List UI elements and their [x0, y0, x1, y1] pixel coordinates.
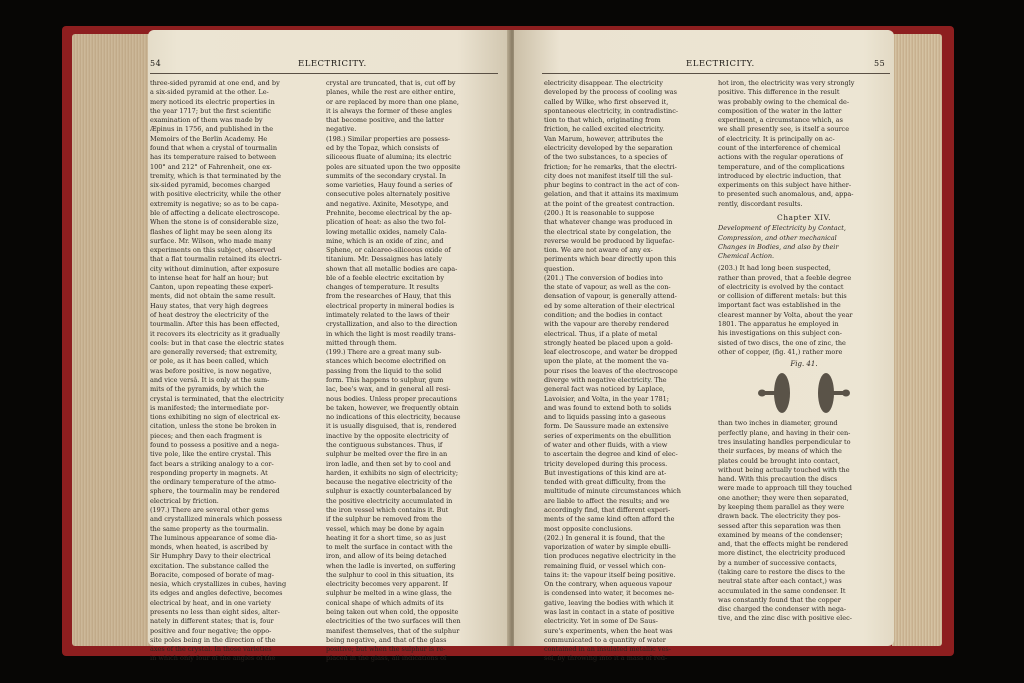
text-line: Van Marum, however, attributes the: [544, 134, 664, 143]
text-line: is condensed into water, it becomes ne-: [544, 589, 675, 598]
text-line: electricity developed by the separation: [544, 143, 673, 152]
text-line: is manifested; the intermediate por-: [150, 403, 269, 412]
text-line: the positive electricity accumulated in: [326, 496, 453, 505]
text-line: Sir Humphry Davy to their electrical: [150, 552, 271, 561]
text-line: disc charged the condenser with nega-: [718, 605, 847, 614]
text-line: found that when a crystal of tourmalin: [150, 143, 278, 152]
right-column-2-top-text: [718, 79, 890, 209]
text-line: titanium. Mr. Dessaignes has lately: [326, 255, 443, 264]
text-line: vaporization of water by simple ebulli-: [544, 543, 671, 552]
text-line: hand. With this precaution the discs: [718, 475, 838, 484]
text-line: plates could be brought into contact,: [718, 456, 840, 465]
copper-disc-handle: [830, 391, 844, 395]
text-line: condition; and the bodies in contact: [544, 311, 663, 320]
zinc-disc-handle: [764, 391, 778, 395]
text-line: flashes of light may be seen along its: [150, 227, 272, 236]
text-line: heating it for a short time, so as just: [326, 533, 446, 542]
chapter-subtitle: [718, 224, 890, 261]
text-line: placed in the glass, all indications of: [326, 654, 447, 663]
text-line: excitation. The substance called the: [150, 561, 269, 570]
text-line: crystallization, and also to the direction: [326, 320, 458, 329]
text-line: mitted through them.: [326, 338, 397, 347]
text-line: most opposite conclusions.: [544, 524, 633, 533]
text-line: Chemical Action.: [718, 252, 775, 261]
text-line: when the ladle is inverted, on suffering: [326, 561, 456, 570]
text-line: that whatever change was produced in: [544, 218, 673, 227]
text-line: and negative. Axinite, Mesotype, and: [326, 199, 449, 208]
text-line: crystal are truncated, that is, cut off by: [326, 79, 456, 87]
text-line: because the negative electricity of the: [326, 478, 453, 487]
text-line: gative, leaving the bodies with which it: [544, 598, 674, 607]
text-line: lowing metallic oxides, namely Cala-: [326, 227, 447, 236]
text-line: sulphur be melted in a wine glass, the: [326, 589, 452, 598]
text-line: other of copper, (fig. 41,) rather more: [718, 347, 843, 356]
text-line: tion produces negative electricity in the: [544, 552, 676, 561]
text-line: nately in different states; that is, four: [150, 617, 274, 626]
text-line: of electricity is evolved by the contact: [718, 282, 844, 291]
text-line: sessed after this separation was then: [718, 521, 841, 530]
text-line: diverge with negative electricity. The: [544, 376, 667, 384]
text-line: from the researches of Hauy, that this: [326, 292, 452, 301]
text-line: of heat destroy the electricity of the: [150, 311, 269, 320]
right-page-number: 55: [874, 59, 886, 68]
chapter-heading: Chapter XIV.: [776, 212, 832, 222]
text-line: gelation, and that it attains its maximum: [544, 190, 679, 199]
text-line: harden, it exhibits no sign of electricity;: [326, 468, 459, 477]
text-line: Development of Electricity by Contact,: [718, 224, 846, 233]
text-line: Sphene, or calcareo-siliceous oxide of: [326, 246, 451, 255]
text-line: of electricity. It is principally on ac-: [718, 134, 835, 143]
text-line: was last in contact in a state of positive: [544, 608, 675, 617]
text-line: ed by the Topaz, which consists of: [326, 143, 439, 152]
text-line: examined by means of the condenser;: [718, 530, 843, 539]
text-line: 1801. The apparatus he employed in: [718, 320, 839, 329]
text-line: with positive electricity, while the other: [150, 190, 281, 199]
text-line: the iron vessel which contains it. But: [326, 505, 449, 514]
text-line: responding property in magnets. At: [150, 468, 268, 477]
text-line: and crystallized minerals which possess: [150, 515, 282, 524]
text-line: positive and four negative; the oppo-: [150, 626, 272, 635]
text-line: ble of a feeble electric excitation by: [326, 273, 445, 282]
text-line: are generally reversed; that extremity,: [150, 348, 278, 357]
text-line: tions exhibiting no sign of electrical ex-: [150, 413, 281, 422]
zinc-disc-knob: [758, 390, 766, 397]
text-line: at the point of the greatest contraction.: [544, 199, 675, 208]
text-line: found to possess a positive and a nega-: [150, 440, 280, 449]
text-line: to presented such anomalous, and, appa-: [718, 190, 854, 199]
text-line: Hauy states, that very high degrees: [150, 301, 268, 310]
text-line: question.: [544, 264, 575, 273]
text-line: friction; for he remarks, that the electri-: [544, 162, 677, 171]
text-line: three-sided pyramid at one end, and by: [150, 79, 280, 87]
text-line: accordingly find, that different experi-: [544, 505, 671, 514]
text-line: electrical by friction.: [150, 496, 219, 505]
text-line: or collision of different metals: but this: [718, 292, 847, 301]
text-line: lac, bee's wax, and in general all resi-: [326, 385, 451, 394]
text-line: ed by some alteration of their electrical: [544, 301, 675, 310]
text-line: passing from the liquid to the solid: [326, 366, 442, 375]
copper-disc-knob: [842, 390, 850, 397]
text-line: poles are situated upon the two opposite: [326, 162, 461, 171]
text-line: communicated to a quantity of water: [544, 635, 666, 644]
text-line: developed by the process of cooling was: [544, 88, 677, 97]
text-line: sulphur is exactly counterbalanced by: [326, 487, 452, 496]
text-line: sulphur be melted over the fire in an: [326, 450, 448, 459]
text-line: six-sided pyramid, becomes charged: [150, 181, 271, 190]
text-line: in which the light is most readily trans-: [326, 329, 456, 338]
text-line: pieces; and then each fragment is: [150, 431, 262, 440]
text-line: that become positive, and the latter: [326, 116, 444, 125]
text-line: spontaneous electricity, in contradistinc-: [544, 106, 679, 115]
text-line: Æpinus in 1756, and published in the: [150, 125, 274, 134]
text-line: that a flat tourmalin retained its electri-: [150, 255, 282, 264]
text-line: tourmalin. After this has been effected,: [150, 320, 280, 329]
text-line: and, that the effects might be rendered: [718, 540, 848, 549]
text-line: it is usually disguised, that is, rendered: [326, 422, 457, 431]
text-line: nesia, which crystallizes in cubes, having: [150, 580, 287, 589]
text-line: the contiguous substances. Thus, if: [326, 440, 443, 449]
text-line: composition of the water in the latter: [718, 106, 842, 115]
text-line: electricities of the two surfaces will then: [326, 617, 461, 626]
text-line: being negative, and that of the glass: [326, 635, 447, 644]
text-line: to melt the surface in contact with the: [326, 543, 453, 552]
text-line: if the sulphur be removed from the: [326, 515, 442, 524]
text-line: (201.) The conversion of bodies into: [544, 273, 663, 282]
text-line: and vice versâ. It is only at the sum-: [150, 376, 270, 384]
text-line: neutral state after each contact,) was: [718, 577, 842, 586]
text-line: When the stone is of considerable size,: [150, 218, 279, 227]
text-line: are liable to affect the results; and we: [544, 496, 670, 505]
text-line: surface. Mr. Wilson, who made many: [150, 236, 272, 245]
text-line: ble of affecting a delicate electroscope.: [150, 208, 280, 217]
figure-41-zinc-copper-discs: [744, 369, 864, 417]
text-line: a six-sided pyramid at the other. Le-: [150, 88, 269, 97]
text-line: electricity disappear. The electricity: [544, 79, 663, 87]
text-line: it is always the former of these angles: [326, 106, 452, 115]
text-line: called by Wilke, who first observed it,: [544, 97, 669, 106]
text-line: count of the interference of chemical: [718, 143, 841, 152]
text-line: city does not manifest itself till the sul-: [544, 171, 673, 180]
text-line: tricity developed during this process.: [544, 459, 668, 468]
text-line: series of experiments on the ebullition: [544, 431, 672, 440]
text-line: tive pole, like the entire crystal. This: [150, 450, 272, 459]
text-line: electrical property in mineral bodies is: [326, 301, 455, 310]
text-line: the sulphur to cool in this situation, its: [326, 570, 454, 579]
text-line: actions with the regular operations of: [718, 153, 843, 162]
right-running-title: ELECTRICITY.: [686, 59, 755, 69]
right-header-rule: [542, 73, 890, 74]
text-line: of the two substances, to a species of: [544, 153, 668, 162]
text-line: the state of vapour, as well as the con-: [544, 283, 671, 292]
text-line: clearest manner by Volta, about the year: [718, 310, 853, 319]
text-line: without being actually touched with the: [718, 465, 850, 474]
page-edges-right: [892, 34, 942, 646]
text-line: accumulated in the same condenser. It: [718, 586, 846, 595]
text-line: the year 1717; but the first scientific: [150, 106, 272, 115]
text-line: electrical. Thus, if a plate of metal: [544, 329, 658, 338]
text-line: friction, he called excited electricity.: [544, 125, 665, 134]
text-line: we shall presently see, is itself a source: [718, 125, 850, 134]
text-line: presents no less than eight sides, alter-: [150, 608, 280, 617]
text-line: Prehnite, become electrical by the ap-: [326, 208, 452, 217]
page-edges-left: [72, 34, 152, 646]
right-page: [514, 30, 894, 663]
text-line: plication of heat: as also the two fol-: [326, 218, 446, 227]
text-line: than two inches in diameter, ground: [718, 419, 838, 428]
text-line: experiment, a circumstance which, as: [718, 116, 843, 125]
text-line: some varieties, Hauy found a series of: [326, 181, 453, 190]
text-line: electricity. Yet in some of De Saus-: [544, 617, 658, 626]
text-line: form. De Saussure made an extensive: [544, 422, 669, 431]
text-line: tion to that which, originating from: [544, 116, 661, 125]
text-line: experiments on this subject have hither-: [718, 181, 852, 190]
text-line: leaf electroscope, and water be dropped: [544, 348, 678, 357]
text-line: sure's experiments, when the heat was: [544, 626, 673, 635]
text-line: Compression, and other mechanical: [718, 233, 837, 242]
text-line: (197.) There are several other gems: [150, 505, 269, 514]
text-line: by a number of successive contacts,: [718, 558, 837, 567]
text-line: city without diminution, after exposure: [150, 264, 280, 273]
text-line: tive, and the zinc disc with positive elec-: [718, 614, 852, 623]
text-line: siliceous fluate of alumina; its electric: [326, 153, 452, 162]
text-line: (taking care to restore the discs to the: [718, 567, 845, 576]
text-line: conical shape of which admits of its: [326, 598, 444, 607]
text-line: citation, unless the stone be broken in: [150, 422, 277, 431]
text-line: his investigations on this subject con-: [718, 329, 842, 338]
text-line: it recovers its electricity as it gradually: [150, 329, 280, 338]
right-column-2: [718, 79, 890, 645]
text-line: being taken out when cold, the opposite: [326, 608, 459, 617]
text-line: positive; but when the sulphur is re-: [326, 645, 446, 654]
text-line: sel, by throwing into it a mass of red-: [544, 654, 668, 663]
text-line: rently, discordant results.: [718, 199, 803, 208]
text-line: (200.) It is reasonable to suppose: [544, 208, 655, 217]
text-line: vessel, which may be done by again: [326, 524, 445, 533]
text-line: tremity, which is that terminated by the: [150, 171, 282, 180]
text-line: tres insulating handles perpendicular to: [718, 438, 851, 446]
text-line: monds, when heated, is ascribed by: [150, 543, 268, 552]
text-line: nous bodies. Unless proper precautions: [326, 394, 457, 403]
text-line: perfectly plane, and having in their cen-: [718, 428, 851, 437]
text-line: and was found to extend both to solids: [544, 403, 672, 412]
text-line: The luminous appearance of some dia-: [150, 533, 278, 542]
left-page-number: 54: [150, 59, 162, 68]
text-line: contained in an insulated metallic ves-: [544, 645, 671, 654]
text-line: axes of the crystal. In those varieties: [150, 645, 272, 654]
text-line: temperature, and of the complications: [718, 162, 845, 171]
text-line: more distinct, the electricity produced: [718, 549, 846, 558]
figure-label: Fig. 41.: [790, 360, 818, 369]
text-line: by keeping them parallel as they were: [718, 502, 845, 511]
text-line: experiments on this subject, observed: [150, 246, 276, 255]
text-line: and to liquids passing into a gaseous: [544, 413, 666, 422]
text-line: Lavoisier, and Volta, in the year 1781;: [544, 394, 669, 403]
text-line: its edges and angles defective, becomes: [150, 589, 283, 598]
text-line: mery noticed its electric properties in: [150, 97, 275, 106]
text-line: sisted of two discs, the one of zinc, the: [718, 338, 846, 347]
text-line: densation of vapour, is generally attend-: [544, 292, 677, 301]
left-page: [148, 30, 512, 663]
text-line: manifest themselves, that of the sulphur: [326, 626, 460, 635]
text-line: planes, while the rest are either entire,: [326, 88, 456, 97]
text-line: tains it: the vapour itself being positive.: [544, 570, 676, 579]
text-line: Changes in Bodies, and also by their: [718, 242, 839, 251]
text-line: remaining fluid, or vessel which con-: [544, 561, 666, 570]
text-line: periments which bear directly upon this: [544, 255, 677, 264]
text-line: to intense heat for half an hour; but: [150, 273, 269, 282]
text-line: was before positive, is now negative,: [150, 366, 272, 375]
text-line: were made to approach till they touched: [718, 484, 852, 493]
text-line: fact bears a striking analogy to a cor-: [150, 459, 274, 468]
text-line: tion. We are not aware of any ex-: [544, 246, 653, 255]
text-line: drawn back. The electricity they pos-: [718, 512, 841, 521]
text-line: or pole, as it has been called, which: [150, 357, 269, 366]
text-line: sphere, the tourmalin may be rendered: [150, 487, 280, 496]
text-line: inactive by the opposite electricity of: [326, 431, 449, 440]
text-line: upon the plate, at the moment the va-: [544, 357, 669, 366]
text-line: negative.: [326, 125, 357, 134]
text-line: form. This happens to sulphur, gum: [326, 376, 444, 384]
text-line: reverse would be produced by liquefac-: [544, 236, 675, 245]
text-line: no indications of this electricity, because: [326, 413, 461, 422]
text-line: mine, which is an oxide of zinc, and: [326, 236, 444, 245]
text-line: ments of the same kind often afford the: [544, 515, 675, 524]
text-line: cools: but in that case the electric states: [150, 338, 284, 347]
text-line: of water and other fluids, with a view: [544, 440, 668, 449]
text-line: has its temperature raised to between: [150, 153, 277, 162]
text-line: the electrical state by congelation, the: [544, 227, 672, 236]
text-line: (199.) There are a great many sub-: [326, 348, 442, 357]
right-column-2-middle-text: [718, 264, 890, 357]
text-line: stances which become electrified on: [326, 357, 446, 366]
text-line: shown that all metallic bodies are capa-: [326, 264, 458, 273]
text-line: be taken, however, we frequently obtain: [326, 403, 459, 412]
text-line: 100° and 212° of Fahrenheit, one ex-: [150, 162, 272, 171]
text-line: consecutive poles alternately positive: [326, 190, 450, 199]
text-line: But investigations of this kind are at-: [544, 468, 667, 477]
text-line: Canton, upon repeating these experi-: [150, 283, 274, 292]
text-line: (203.) It had long been suspected,: [718, 264, 831, 273]
text-line: their surfaces, by means of which the: [718, 447, 842, 456]
text-line: strongly heated be placed upon a gold-: [544, 338, 673, 347]
text-line: iron, and allow of its being detached: [326, 552, 447, 561]
text-line: tended with great difficulty, from the: [544, 478, 666, 487]
text-line: electrical by heat, and in one variety: [150, 598, 271, 607]
text-line: the ordinary temperature of the atmo-: [150, 478, 277, 487]
text-line: iron ladle, and then set by to cool and: [326, 459, 451, 468]
text-line: crystal is terminated, that the electricity: [150, 394, 284, 403]
text-line: one another; they were then separated,: [718, 493, 849, 502]
open-book: [62, 26, 954, 663]
text-line: (198.) Similar properties are possess-: [326, 134, 451, 143]
text-line: On the contrary, when aqueous vapour: [544, 580, 673, 589]
text-line: with the vapour are thereby rendered: [544, 320, 669, 329]
text-line: was constantly found that the copper: [718, 595, 841, 604]
text-line: Boracite, composed of borate of mag-: [150, 570, 274, 579]
text-line: hot iron, the electricity was very strongly: [718, 79, 855, 87]
text-line: important fact was established in the: [718, 301, 841, 310]
text-line: positive. This difference in the result: [718, 88, 840, 97]
text-line: multitude of minute circumstances which: [544, 487, 681, 496]
left-running-title: ELECTRICITY.: [298, 59, 367, 69]
text-line: introduced by electric induction, that: [718, 171, 842, 180]
text-line: extremity is negative; so as to be capa-: [150, 199, 279, 208]
text-line: mits of the pyramids, by which the: [150, 385, 265, 394]
text-line: summits of the secondary crystal. In: [326, 171, 447, 180]
text-line: or are replaced by more than one plane,: [326, 97, 459, 106]
text-line: ments, did not obtain the same result.: [150, 292, 276, 301]
text-line: general fact was noticed by Laplace,: [544, 385, 665, 394]
text-line: Memoirs of the Berlin Academy. He: [150, 134, 268, 143]
left-column-1: [150, 79, 320, 663]
text-line: (202.) In general it is found, that the: [544, 533, 665, 542]
text-line: rather than proved, that a feeble degree: [718, 273, 852, 282]
text-line: to ascertain the degree and kind of elec-: [544, 450, 678, 459]
right-column-1: [544, 79, 712, 663]
text-line: site poles being in the direction of the: [150, 635, 276, 644]
text-line: phur begins to contract in the act of con-: [544, 181, 680, 190]
text-line: in which only four of the angles of the: [150, 654, 276, 663]
text-line: examination of them was made by: [150, 116, 263, 125]
text-line: pour rises the leaves of the electroscope: [544, 366, 678, 375]
text-line: was probably owing to the chemical de-: [718, 97, 850, 106]
text-line: electricity becomes very apparent. If: [326, 580, 448, 589]
left-header-rule: [150, 73, 498, 74]
text-line: changes of temperature. It results: [326, 283, 439, 292]
left-column-2: [326, 79, 498, 663]
text-line: intimately related to the laws of their: [326, 311, 450, 320]
text-line: the same property as the tourmalin.: [150, 524, 269, 533]
right-column-2-bottom-text: [718, 419, 890, 623]
